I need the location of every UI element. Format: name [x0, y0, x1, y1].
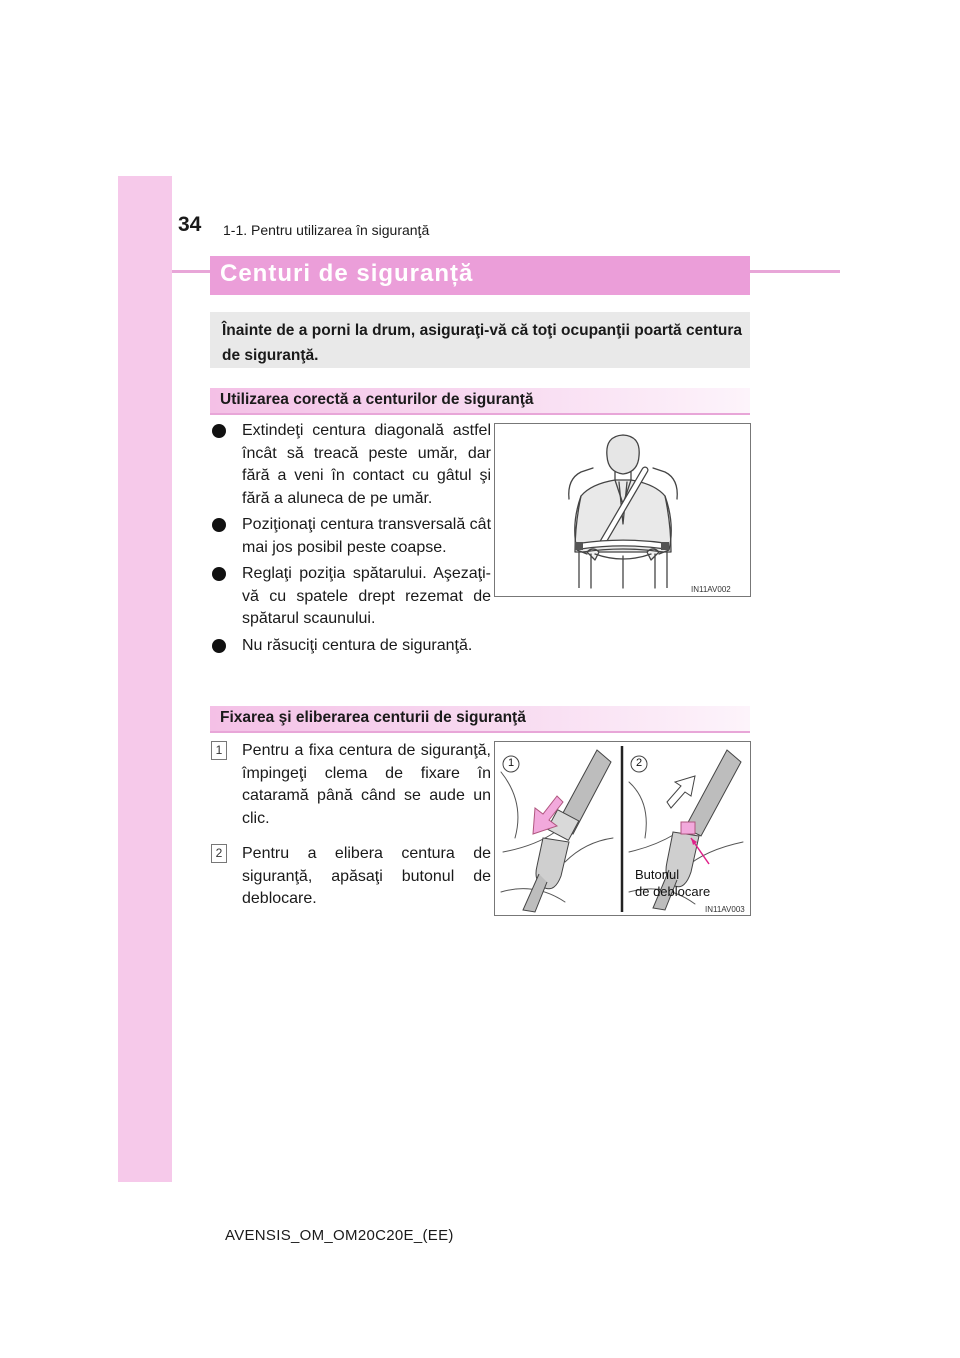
section-header-correct-use — [210, 388, 750, 415]
bullet-text: Poziţionaţi centura transversală cât mai jos posibil peste coapse. — [242, 516, 492, 556]
list-item — [211, 635, 491, 658]
step-text: Pentru a elibera centura de siguranţă, apăsaţi butonul de deblocare. — [242, 845, 491, 907]
intro-text: Înainte de a porni la drum, asiguraţi-vă că toţi ocupanţii poartă centura de siguranţă. — [222, 322, 742, 364]
steps-list — [211, 740, 491, 924]
title-band — [210, 256, 750, 295]
bullet-icon — [212, 567, 226, 581]
list-item — [211, 843, 491, 911]
step-number: 2 — [211, 844, 227, 863]
chapter-header: 1-1. Pentru utilizarea în siguranţă — [223, 222, 430, 238]
callout-label-line2: de deblocare — [635, 884, 711, 899]
side-tab-bar — [118, 176, 172, 1182]
section-heading: Utilizarea corectă a centurilor de siguranţă — [220, 391, 534, 408]
bullet-icon — [212, 639, 226, 653]
step-number: 1 — [211, 741, 227, 760]
page-title: Centuri de siguranță — [220, 260, 474, 287]
list-item — [211, 514, 491, 559]
list-item — [211, 740, 491, 830]
bullet-icon — [212, 424, 226, 438]
list-item — [211, 420, 491, 510]
bullet-text: Reglaţi poziţia spătarului. Aşezaţi-vă cu spatele drept rezemat de spătarul scaunului. — [242, 565, 491, 627]
bullet-icon — [212, 518, 226, 532]
panel-label-1: 1 — [508, 757, 515, 769]
page-number: 34 — [178, 213, 202, 236]
panel-label-2: 2 — [636, 757, 643, 769]
seated-person-illustration — [495, 424, 750, 596]
step-text: Pentru a fixa centura de siguranţă, împingeţi clema de fixare în cataramă până când se aude un clic. — [242, 742, 491, 827]
bullet-list — [211, 420, 491, 661]
bullet-text: Extindeţi centura diagonală astfel încât să treacă peste umăr, dar fără a veni în contact cu gâtul şi fără a aluneca de pe umăr. — [242, 422, 491, 507]
figure-buckle — [494, 741, 751, 916]
buckle-illustration — [495, 742, 750, 915]
bullet-text: Nu răsuciţi centura de siguranţă. — [242, 636, 473, 654]
figure-code: IN11AV003 — [705, 905, 745, 914]
list-item — [211, 563, 491, 631]
figure-code: IN11AV002 — [691, 585, 731, 594]
footer-code: AVENSIS_OM_OM20C20E_(EE) — [225, 1227, 454, 1244]
callout-label-line1: Butonul — [635, 867, 680, 882]
section-heading: Fixarea şi eliberarea centurii de siguranţă — [220, 709, 526, 726]
section-header-fasten-release — [210, 706, 750, 733]
figure-seated-person — [494, 423, 751, 597]
intro-box — [210, 312, 750, 368]
